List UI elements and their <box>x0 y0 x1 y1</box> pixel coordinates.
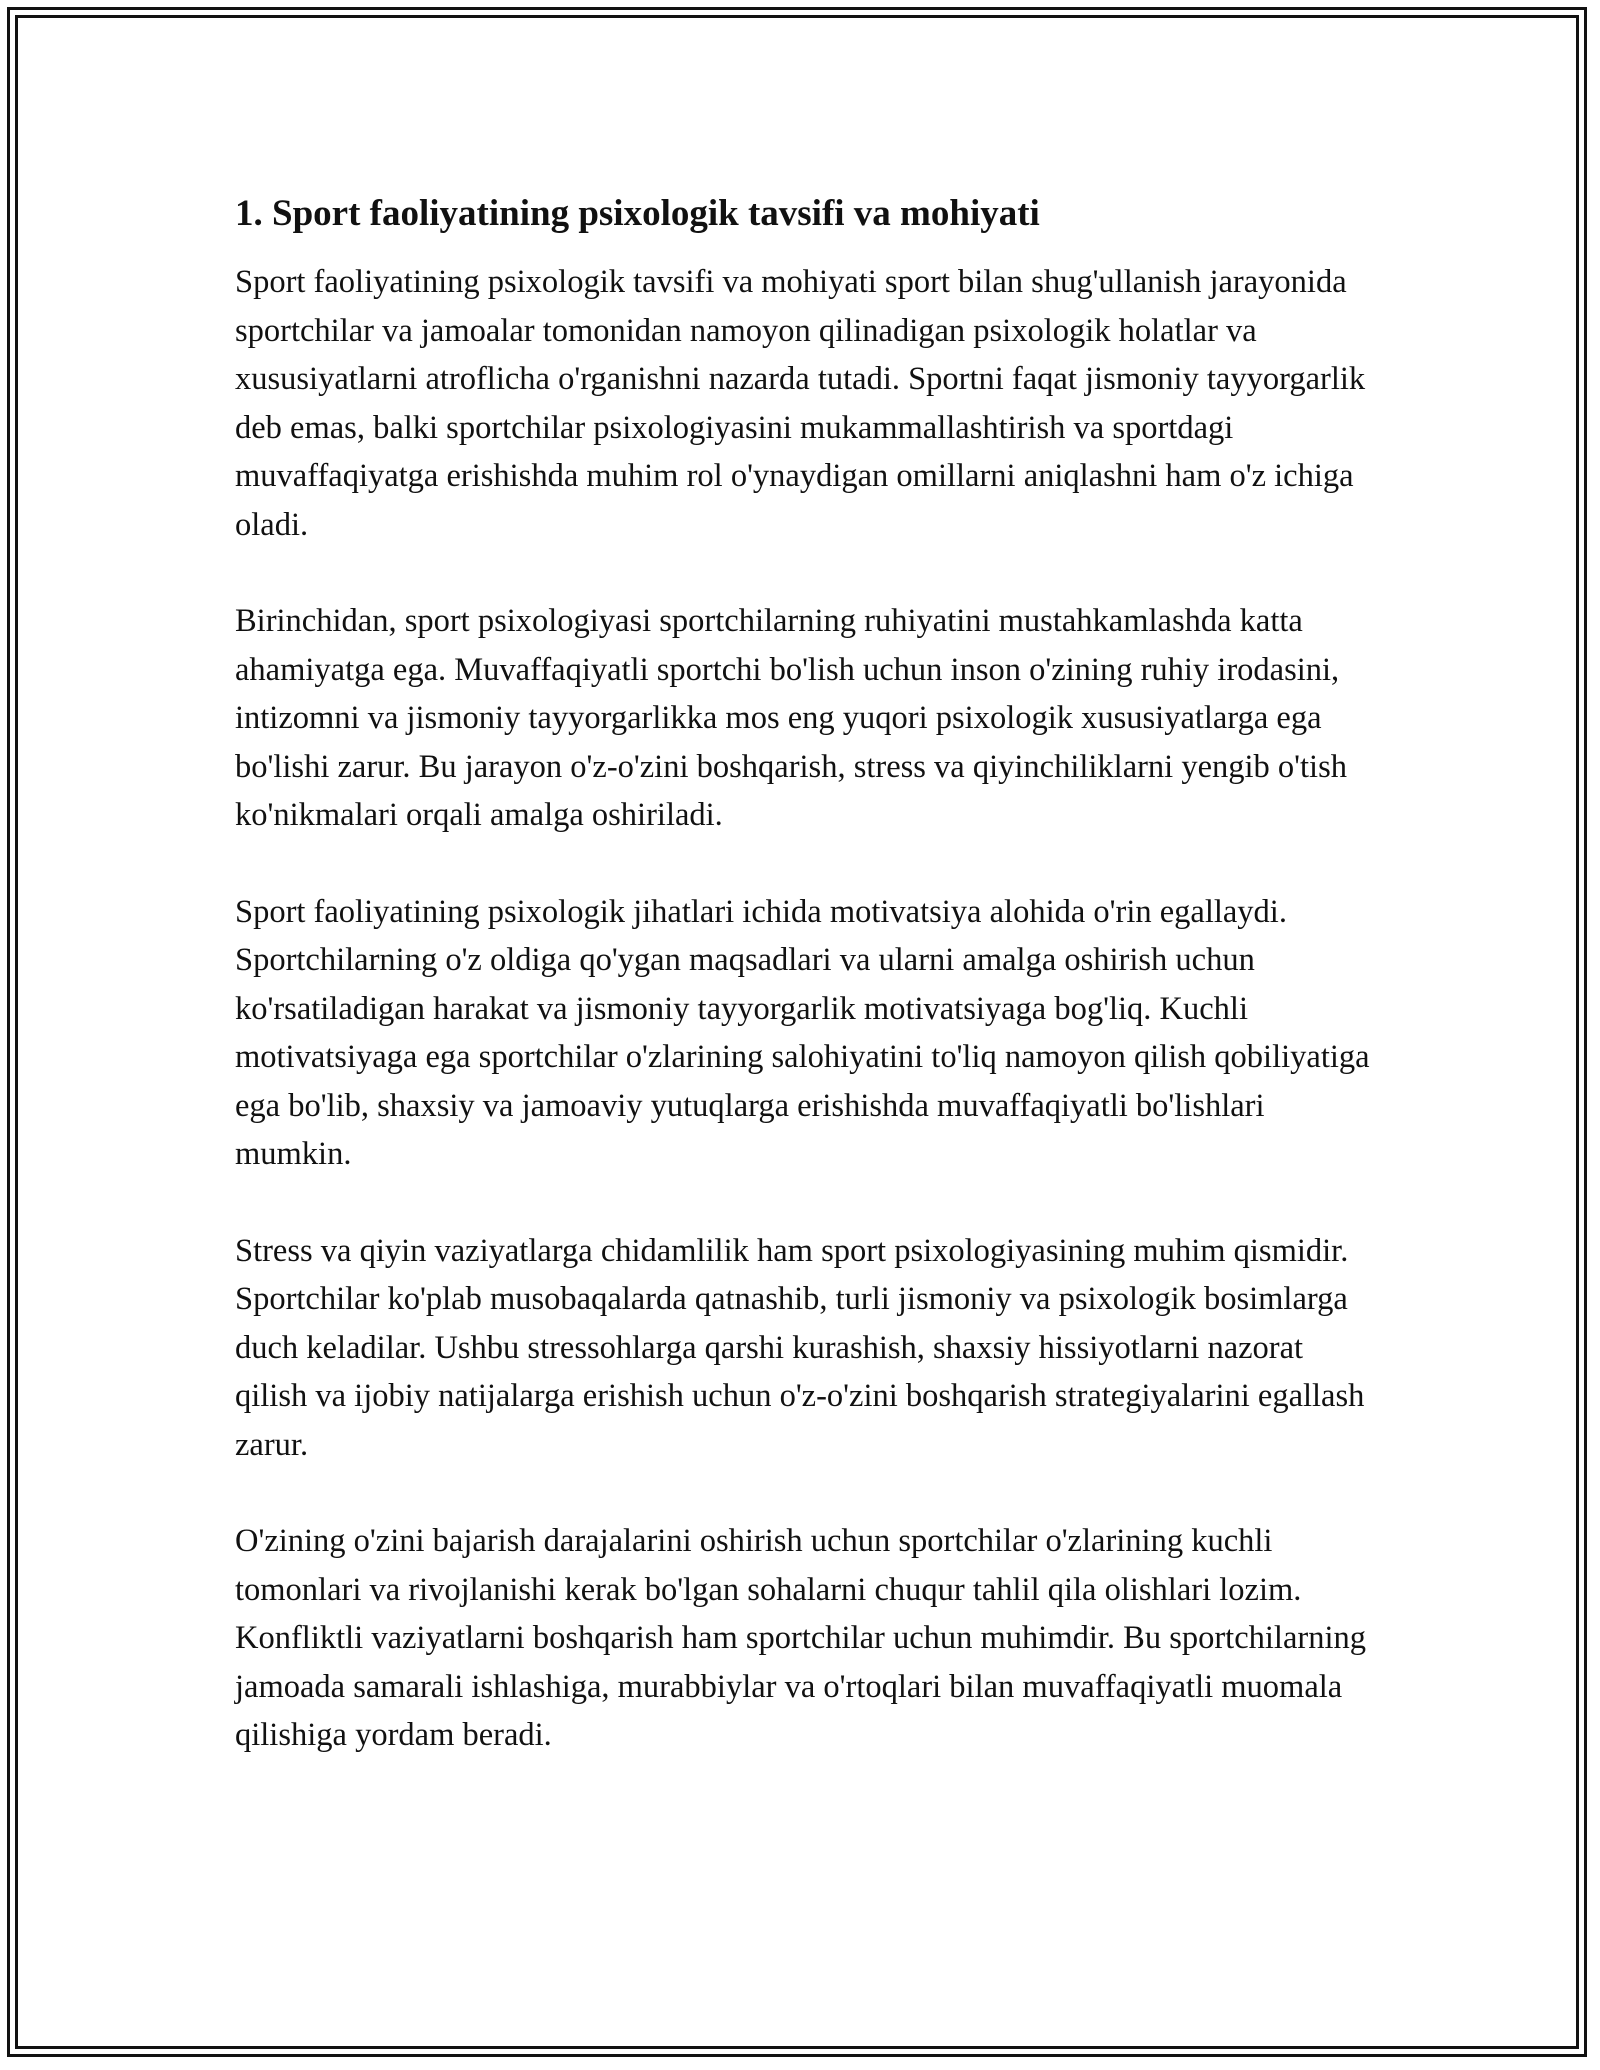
paragraph-3: Sport faoliyatining psixologik jihatlari ichida motivatsiya alohida o'rin egallaydi. Sportchilarning o'z oldiga qo'ygan maqsadlari va ularni amalga oshirish uchun ko'rsatiladigan harakat va jismoniy tayyorgarlik motivatsiyaga bog'liq. Kuchli motivatsiyaga ega sportchilar o'zlarining salohiyatini to'liq namoyon qilish qobiliyatiga ega bo'lib, shaxsiy va jamoaviy yutuqlarga erishishda muvaffaqiyatli bo'lishlari mumkin. <box>235 893 1370 1172</box>
paragraph-1: Sport faoliyatining psixologik tavsifi va mohiyati sport bilan shug'ullanish jarayonida sportchilar va jamoalar tomonidan namoyon qilinadigan psixologik holatlar va xususiyatlarni atroflicha o'rganishni nazarda tutadi. Sportni faqat jismoniy tayyorgarlik deb emas, balki sportchilar psixologiyasini mukammallashtirish va sportdagi muvaffaqiyatga erishishda muhim rol o'ynaydigan omillarni aniqlashni ham o'z ichiga oladi. <box>235 264 1366 543</box>
paragraph-5: O'zining o'zini bajarish darajalarini oshirish uchun sportchilar o'zlarining kuchli tomonlari va rivojlanishi kerak bo'lgan sohalarni chuqur tahlil qila olishlari lozim. Konfliktli vaziyatlarni boshqarish ham sportchilar uchun muhimdir. Bu sportchilarning jamoada samarali ishlashiga, murabbiylar va o'rtoqlari bilan muvaffaqiyatli muomala qilishiga yordam beradi. <box>235 1523 1366 1753</box>
document-body <box>235 188 1375 1808</box>
paragraph-2: Birinchidan, sport psixologiyasi sportchilarning ruhiyatini mustahkamlashda katta ahamiyatga ega. Muvaffaqiyatli sportchi bo'lish uchun inson o'zining ruhiy irodasini, intizomni va jismoniy tayyorgarlikka mos eng yuqori psixologik xususiyatlarga ega bo'lishi zarur. Bu jarayon o'z-o'zini boshqarish, stress va qiyinchiliklarni yengib o'tish ko'nikmalari orqali amalga oshiriladi. <box>235 603 1347 833</box>
page-title: 1. Sport faoliyatining psixologik tavsifi va mohiyati <box>235 193 1040 234</box>
paragraph-4: Stress va qiyin vaziyatlarga chidamlilik ham sport psixologiyasining muhim qismidir. Sportchilar ko'plab musobaqalarda qatnashib, turli jismoniy va psixologik bosimlarga duch keladilar. Ushbu stressohlarga qarshi kurashish, shaxsiy hissiyotlarni nazorat qilish va ijobiy natijalarga erishish uchun o'z-o'zini boshqarish strategiyalarini egallash zarur. <box>235 1232 1365 1463</box>
